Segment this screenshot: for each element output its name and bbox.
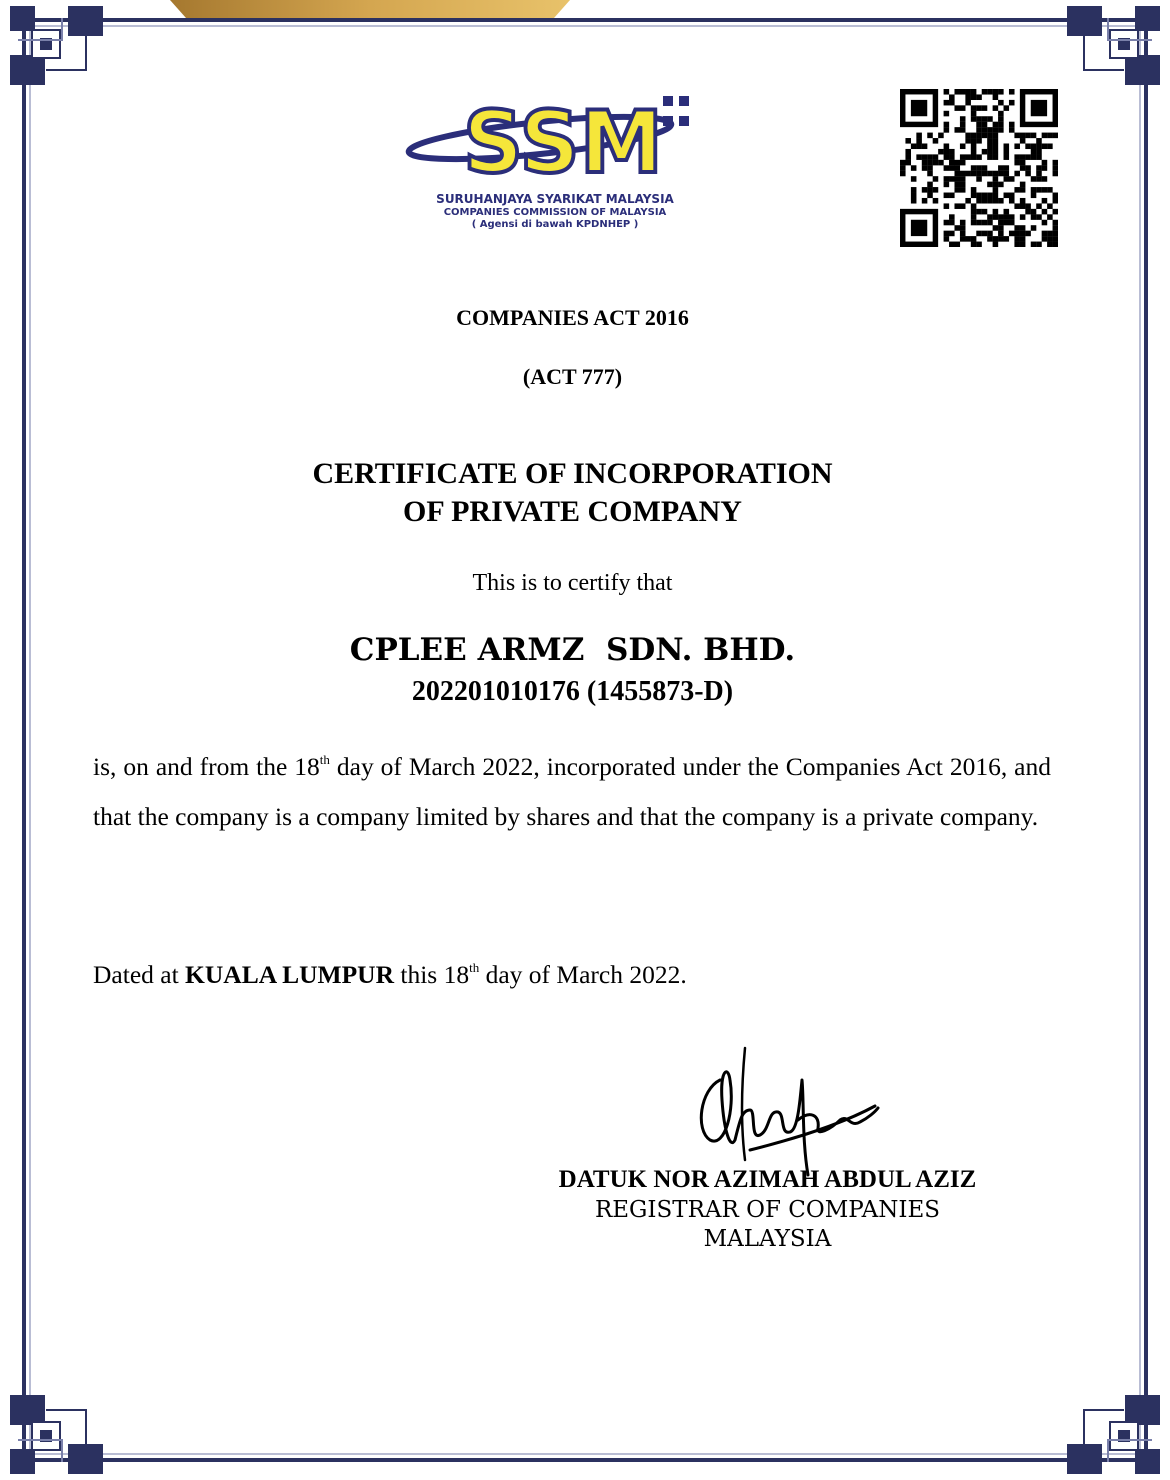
- registrar-name: DATUK NOR AZIMAH ABDUL AZIZ: [558, 1166, 977, 1193]
- statement-part1: is, on and from the 18: [93, 752, 320, 781]
- qr-code-icon: [900, 89, 1058, 247]
- statement-part2: day of March 2022, incorporated under the Companies Act 2016, and that the company is a company limited by shares and that the company is a private company.: [93, 752, 1051, 831]
- act-number: (ACT 777): [522, 364, 623, 389]
- dated-prefix: Dated at: [93, 960, 186, 989]
- ssm-emblem-icon: [405, 80, 705, 190]
- certificate-title-line2: OF PRIVATE COMPANY: [403, 495, 742, 528]
- statement-ordinal: th: [319, 752, 330, 767]
- handwritten-signature: [690, 1040, 890, 1180]
- dated-line: [93, 955, 687, 995]
- dated-ordinal: th: [469, 960, 480, 975]
- logo-brand: SSM: [463, 93, 663, 190]
- gold-ribbon: [170, 0, 570, 18]
- act-title: COMPANIES ACT 2016: [456, 305, 689, 330]
- registration-number: 202201010176 (1455873-D): [411, 676, 734, 707]
- registrar-country: MALAYSIA: [703, 1226, 832, 1252]
- dated-middle: this 18: [394, 960, 470, 989]
- dated-suffix: day of March 2022.: [479, 960, 687, 989]
- logo-agency: ( Agensi di bawah KPDNHEP ): [471, 219, 639, 230]
- logo-name-english: COMPANIES COMMISSION OF MALAYSIA: [443, 207, 667, 218]
- logo-name-malay: SURUHANJAYA SYARIKAT MALAYSIA: [436, 192, 674, 206]
- dated-place: KUALA LUMPUR: [185, 960, 395, 989]
- company-name: CPLEE ARMZ SDN. BHD.: [349, 632, 796, 668]
- ssm-logo: [405, 80, 705, 240]
- certificate-title-line1: CERTIFICATE OF INCORPORATION: [312, 457, 833, 490]
- incorporation-statement: [93, 742, 1051, 842]
- certificate-title: [0, 455, 1145, 531]
- registrar-title: REGISTRAR OF COMPANIES: [594, 1197, 941, 1223]
- certify-statement: This is to certify that: [472, 570, 673, 596]
